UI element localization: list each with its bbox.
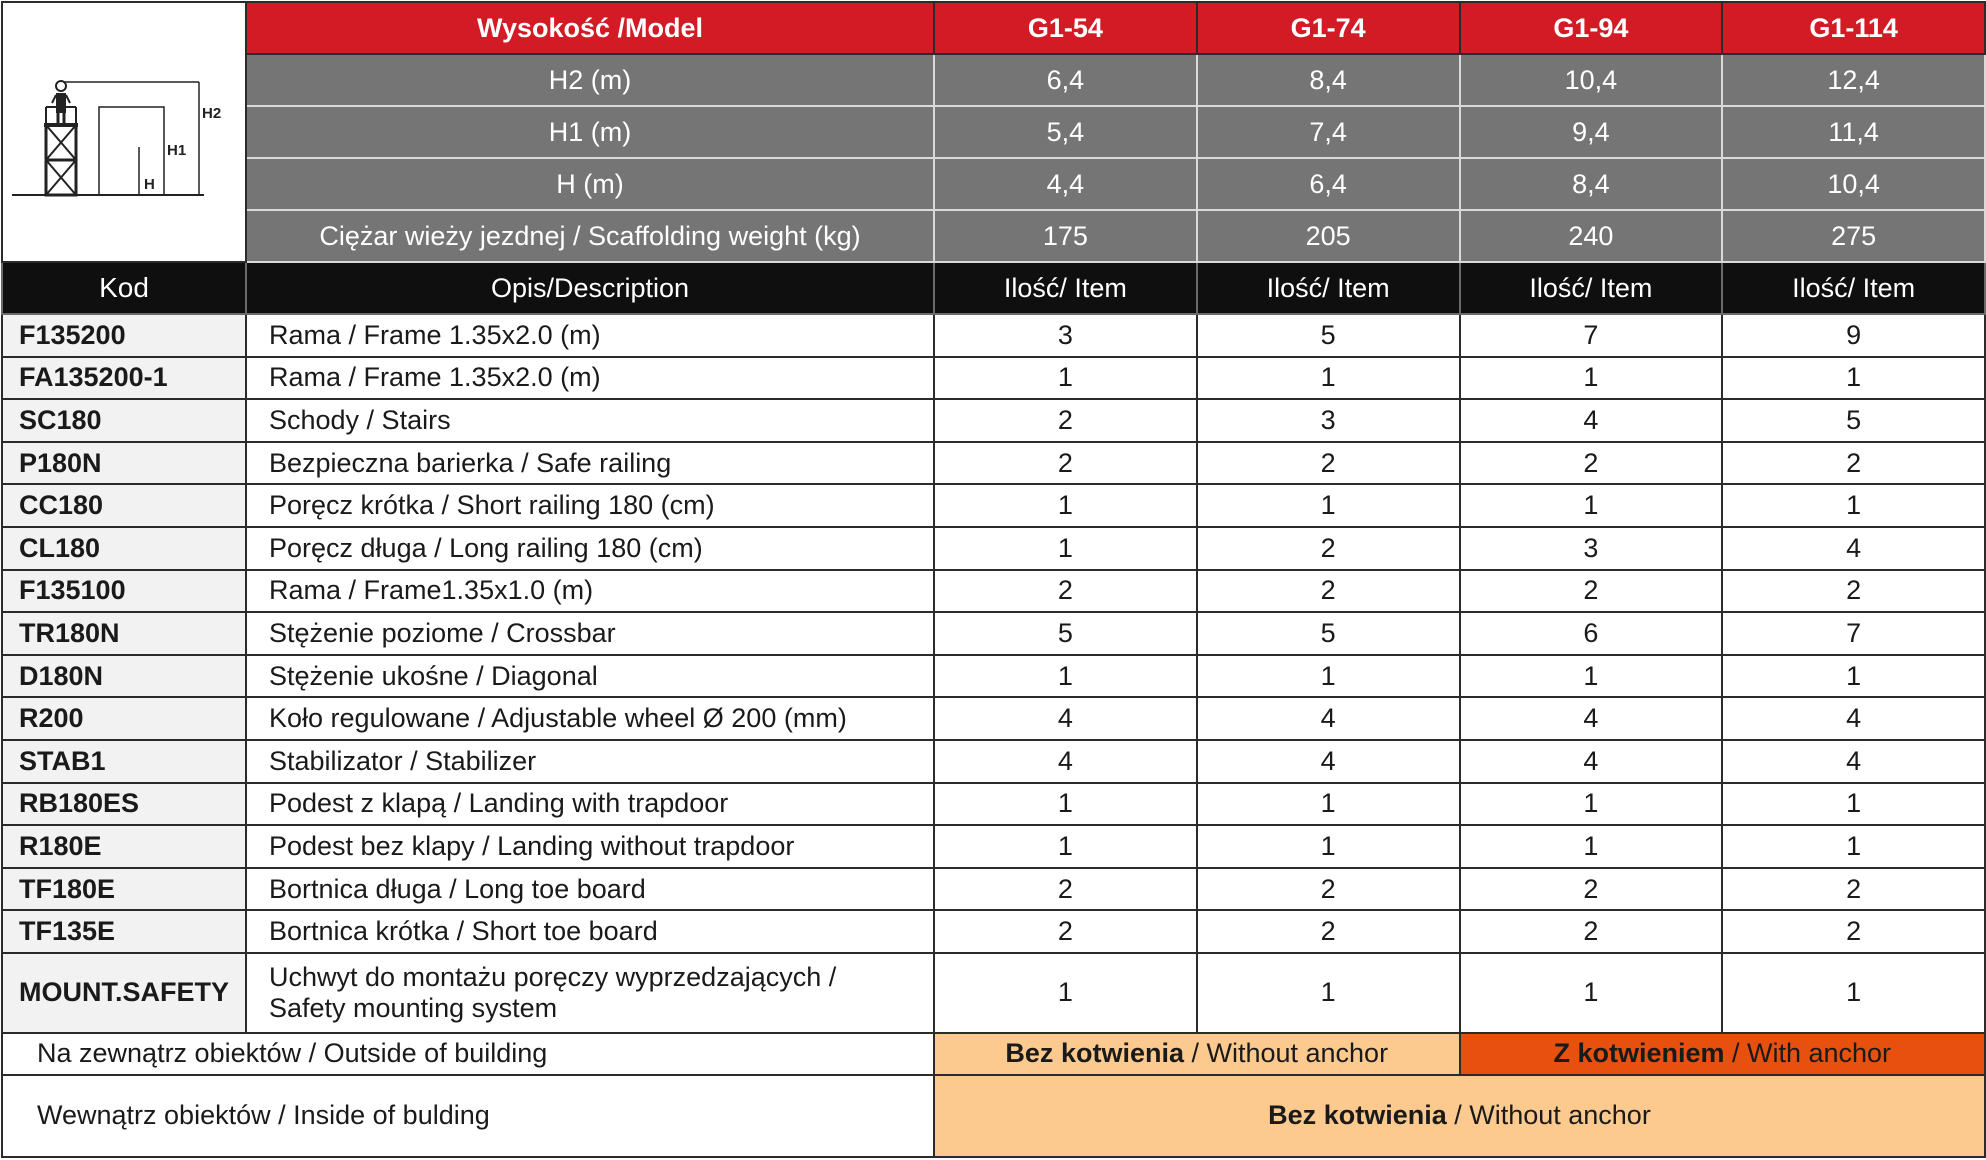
usage-inside-row: [2, 1075, 1985, 1157]
item-quantity: 1: [1197, 357, 1460, 400]
model-name: G1-94: [1460, 2, 1723, 54]
scaffold-height-diagram: [4, 7, 244, 257]
inside-without-anchor-pl: Bez kotwienia: [1268, 1100, 1447, 1131]
item-quantity: 2: [934, 442, 1197, 485]
item-description: Rama / Frame 1.35x2.0 (m): [246, 314, 934, 357]
with-anchor-en: / With anchor: [1724, 1038, 1892, 1069]
usage-inside-label-en: / Inside of bulding: [270, 1100, 490, 1131]
model-header-label: Wysokość /Model: [246, 2, 934, 54]
usage-outside-label: [2, 1033, 934, 1075]
item-quantity: 1: [934, 484, 1197, 527]
item-quantity: 2: [1460, 910, 1723, 953]
item-quantity: 1: [934, 953, 1197, 1033]
dimension-row: [2, 210, 1985, 262]
quantity-column-header: Ilość/ Item: [1722, 262, 1985, 314]
item-description: Poręcz długa / Long railing 180 (cm): [246, 527, 934, 570]
item-code: P180N: [2, 442, 246, 485]
model-name: G1-54: [934, 2, 1197, 54]
inside-without-anchor-en: / Without anchor: [1446, 1100, 1651, 1131]
description-column-header: Opis/Description: [246, 262, 934, 314]
dimension-value: 275: [1722, 210, 1985, 262]
table-row: [2, 484, 1985, 527]
item-quantity: 1: [1460, 825, 1723, 868]
without-anchor-en: / Without anchor: [1183, 1038, 1389, 1069]
item-code: TF135E: [2, 910, 246, 953]
dimension-value: 9,4: [1460, 106, 1723, 158]
table-row: [2, 570, 1985, 613]
dimension-row: [2, 158, 1985, 210]
item-quantity: 4: [934, 697, 1197, 740]
item-code: STAB1: [2, 740, 246, 783]
item-quantity: 5: [934, 612, 1197, 655]
item-quantity: 1: [1722, 825, 1985, 868]
item-quantity: 2: [934, 399, 1197, 442]
item-quantity: 1: [1722, 357, 1985, 400]
item-description: [246, 953, 934, 1033]
item-description: Schody / Stairs: [246, 399, 934, 442]
item-quantity: 2: [1722, 910, 1985, 953]
item-description: Bortnica krótka / Short toe board: [246, 910, 934, 953]
dimension-value: 11,4: [1722, 106, 1985, 158]
item-quantity: 1: [1197, 953, 1460, 1033]
item-code: D180N: [2, 655, 246, 698]
item-quantity: 5: [1722, 399, 1985, 442]
item-quantity: 2: [1197, 868, 1460, 911]
item-quantity: 2: [1197, 442, 1460, 485]
item-quantity: 1: [1197, 783, 1460, 826]
item-description: Podest bez klapy / Landing without trapdoor: [246, 825, 934, 868]
item-quantity: 5: [1197, 314, 1460, 357]
item-description: Stężenie ukośne / Diagonal: [246, 655, 934, 698]
without-anchor-pl: Bez kotwienia: [1005, 1038, 1184, 1069]
item-code: TR180N: [2, 612, 246, 655]
item-quantity: 1: [1722, 783, 1985, 826]
item-code: F135100: [2, 570, 246, 613]
item-code: CL180: [2, 527, 246, 570]
dimension-value: 10,4: [1722, 158, 1985, 210]
usage-outside-label-en: / Outside of building: [301, 1038, 548, 1069]
item-description: Bezpieczna barierka / Safe railing: [246, 442, 934, 485]
item-description-line2: Safety mounting system: [269, 992, 558, 1023]
model-name: G1-114: [1722, 2, 1985, 54]
table-row: [2, 357, 1985, 400]
quantity-column-header: Ilość/ Item: [934, 262, 1197, 314]
diagram-label-h1: H1: [167, 142, 187, 159]
item-quantity: 2: [1460, 868, 1723, 911]
item-description: Poręcz krótka / Short railing 180 (cm): [246, 484, 934, 527]
item-quantity: 4: [934, 740, 1197, 783]
item-quantity: 5: [1197, 612, 1460, 655]
usage-inside-label: [2, 1075, 934, 1157]
dimension-value: 8,4: [1460, 158, 1723, 210]
item-description: Rama / Frame1.35x1.0 (m): [246, 570, 934, 613]
without-anchor-badge: [934, 1033, 1460, 1075]
item-description: Stabilizator / Stabilizer: [246, 740, 934, 783]
dimension-label: Ciężar wieży jezdnej / Scaffolding weight (kg): [246, 210, 934, 262]
dimension-value: 4,4: [934, 158, 1197, 210]
usage-outside-label-pl: Na zewnątrz obiektów: [37, 1038, 302, 1069]
item-quantity: 2: [1460, 570, 1723, 613]
item-quantity: 2: [1197, 910, 1460, 953]
item-code: FA135200-1: [2, 357, 246, 400]
table-row: [2, 612, 1985, 655]
item-quantity: 1: [1197, 655, 1460, 698]
dimension-row: [2, 106, 1985, 158]
model-name: G1-74: [1197, 2, 1460, 54]
item-quantity: 1: [1460, 953, 1723, 1033]
dimension-value: 6,4: [1197, 158, 1460, 210]
column-header-row: [2, 262, 1985, 314]
item-description: Bortnica długa / Long toe board: [246, 868, 934, 911]
item-quantity: 1: [934, 527, 1197, 570]
item-quantity: 1: [934, 825, 1197, 868]
item-quantity: 4: [1197, 740, 1460, 783]
item-quantity: 2: [1197, 570, 1460, 613]
diagram-label-h2: H2: [202, 105, 222, 122]
item-quantity: 4: [1460, 697, 1723, 740]
item-quantity: 1: [1460, 357, 1723, 400]
item-quantity: 4: [1722, 527, 1985, 570]
quantity-column-header: Ilość/ Item: [1460, 262, 1723, 314]
item-quantity: 2: [1722, 868, 1985, 911]
item-quantity: 2: [1197, 527, 1460, 570]
dimension-value: 175: [934, 210, 1197, 262]
item-quantity: 6: [1460, 612, 1723, 655]
dimension-value: 5,4: [934, 106, 1197, 158]
item-quantity: 3: [934, 314, 1197, 357]
item-quantity: 7: [1722, 612, 1985, 655]
table-row: [2, 655, 1985, 698]
item-quantity: 1: [1460, 655, 1723, 698]
dimension-label: H (m): [246, 158, 934, 210]
item-quantity: 4: [1722, 740, 1985, 783]
item-quantity: 1: [934, 655, 1197, 698]
table-row: [2, 825, 1985, 868]
table-row: [2, 527, 1985, 570]
dimension-value: 6,4: [934, 54, 1197, 106]
item-quantity: 1: [934, 357, 1197, 400]
item-description: Stężenie poziome / Crossbar: [246, 612, 934, 655]
table-row: [2, 868, 1985, 911]
dimension-row: [2, 54, 1985, 106]
item-quantity: 1: [1722, 484, 1985, 527]
dimension-value: 7,4: [1197, 106, 1460, 158]
inside-without-anchor-badge: [934, 1075, 1985, 1157]
item-code: SC180: [2, 399, 246, 442]
item-quantity: 2: [934, 570, 1197, 613]
item-quantity: 4: [1460, 740, 1723, 783]
dimension-value: 240: [1460, 210, 1723, 262]
item-code: F135200: [2, 314, 246, 357]
dimension-value: 205: [1197, 210, 1460, 262]
item-quantity: 1: [1460, 484, 1723, 527]
dimension-label: H1 (m): [246, 106, 934, 158]
item-quantity: 1: [1722, 953, 1985, 1033]
item-quantity: 3: [1460, 527, 1723, 570]
table-row: [2, 740, 1985, 783]
table-row: [2, 953, 1985, 1033]
item-description: Rama / Frame 1.35x2.0 (m): [246, 357, 934, 400]
item-code: RB180ES: [2, 783, 246, 826]
item-code: CC180: [2, 484, 246, 527]
item-description: Podest z klapą / Landing with trapdoor: [246, 783, 934, 826]
item-description: Koło regulowane / Adjustable wheel Ø 200 (mm): [246, 697, 934, 740]
item-quantity: 1: [1197, 484, 1460, 527]
with-anchor-pl: Z kotwieniem: [1553, 1038, 1725, 1069]
item-code: MOUNT.SAFETY: [2, 953, 246, 1033]
usage-outside-row: [2, 1033, 1985, 1075]
table-row: [2, 314, 1985, 357]
table-row: [2, 442, 1985, 485]
table-row: [2, 697, 1985, 740]
dimension-value: 8,4: [1197, 54, 1460, 106]
table-row: [2, 910, 1985, 953]
item-code: R180E: [2, 825, 246, 868]
item-quantity: 1: [1722, 655, 1985, 698]
item-quantity: 4: [1460, 399, 1723, 442]
diagram-label-h: H: [144, 176, 155, 193]
item-quantity: 1: [934, 783, 1197, 826]
item-quantity: 2: [934, 868, 1197, 911]
item-quantity: 3: [1197, 399, 1460, 442]
item-quantity: 1: [1460, 783, 1723, 826]
item-quantity: 4: [1722, 697, 1985, 740]
dimension-label: H2 (m): [246, 54, 934, 106]
item-quantity: 4: [1197, 697, 1460, 740]
item-quantity: 9: [1722, 314, 1985, 357]
dimension-value: 12,4: [1722, 54, 1985, 106]
item-quantity: 2: [934, 910, 1197, 953]
item-quantity: 2: [1722, 442, 1985, 485]
specification-table: [1, 1, 1986, 1158]
scaffold-diagram-cell: [2, 2, 246, 262]
item-code: R200: [2, 697, 246, 740]
dimension-value: 10,4: [1460, 54, 1723, 106]
with-anchor-badge: [1460, 1033, 1986, 1075]
usage-inside-label-pl: Wewnątrz obiektów: [37, 1100, 271, 1131]
quantity-column-header: Ilość/ Item: [1197, 262, 1460, 314]
item-quantity: 1: [1197, 825, 1460, 868]
item-quantity: 2: [1460, 442, 1723, 485]
code-column-header: Kod: [2, 262, 246, 314]
item-quantity: 2: [1722, 570, 1985, 613]
item-description-line1: Uchwyt do montażu poręczy wyprzedzających /: [269, 961, 837, 992]
item-quantity: 7: [1460, 314, 1723, 357]
table-row: [2, 783, 1985, 826]
model-header-row: [2, 2, 1985, 54]
table-row: [2, 399, 1985, 442]
item-code: TF180E: [2, 868, 246, 911]
